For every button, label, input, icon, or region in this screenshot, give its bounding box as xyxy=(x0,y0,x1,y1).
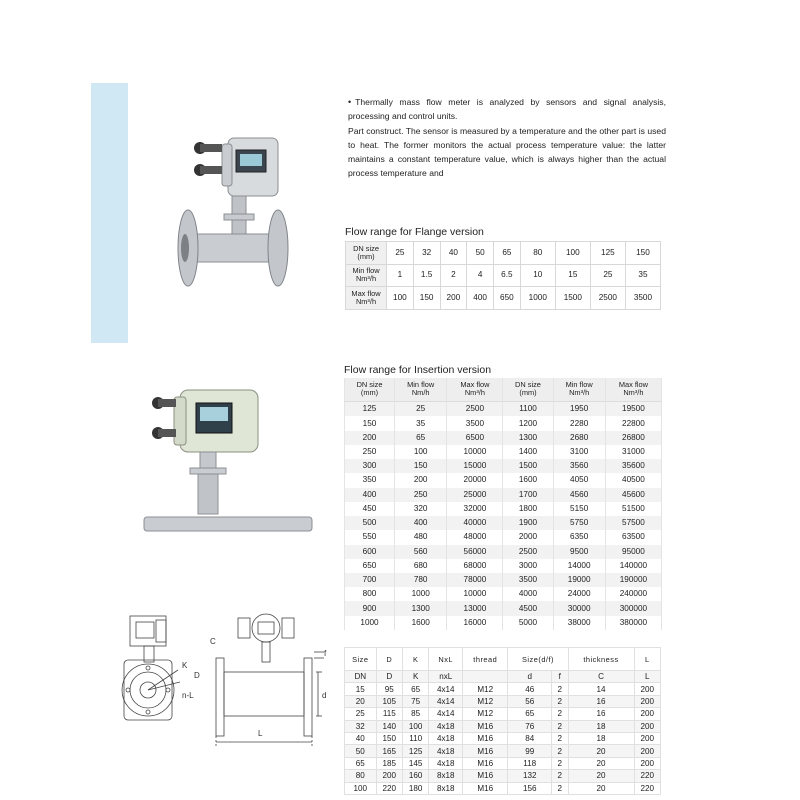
column-subheader: d xyxy=(508,671,551,683)
table-cell: 16 xyxy=(568,708,634,720)
table-cell: 2500 xyxy=(503,545,553,559)
table-cell: 25 xyxy=(387,242,414,265)
table-cell: 110 xyxy=(402,732,428,744)
table-cell: 10 xyxy=(520,264,555,287)
table-cell: 20 xyxy=(568,782,634,794)
table-cell: 22800 xyxy=(605,416,661,430)
table-cell: 680 xyxy=(395,559,447,573)
table-cell: 16000 xyxy=(447,616,503,630)
column-header: L xyxy=(634,648,660,671)
table-row xyxy=(345,416,662,430)
table-cell: 56000 xyxy=(447,545,503,559)
table-cell: 1500 xyxy=(503,459,553,473)
column-subheader: C xyxy=(568,671,634,683)
table-cell: 400 xyxy=(395,516,447,530)
table-cell: 1200 xyxy=(503,416,553,430)
table-cell: 4x14 xyxy=(429,695,463,707)
table-cell: 9500 xyxy=(553,545,605,559)
table-cell: 200 xyxy=(634,745,660,757)
table-cell: 6.5 xyxy=(494,264,521,287)
column-header: Max flow Nm³/h xyxy=(605,378,661,401)
table-cell: 200 xyxy=(634,720,660,732)
column-subheader: K xyxy=(402,671,428,683)
table-cell: 125 xyxy=(590,242,625,265)
table-cell: 350 xyxy=(345,473,395,487)
table-cell: 95000 xyxy=(605,545,661,559)
table-cell: 80 xyxy=(520,242,555,265)
table-cell: 4560 xyxy=(553,488,605,502)
table-cell: 220 xyxy=(634,770,660,782)
table-cell: 18 xyxy=(568,720,634,732)
table-cell: 2 xyxy=(551,732,568,744)
table-cell: 65 xyxy=(402,683,428,695)
table-cell: 32 xyxy=(345,720,377,732)
table-cell: 300000 xyxy=(605,601,661,615)
table-cell: 63500 xyxy=(605,530,661,544)
table-cell: 1600 xyxy=(395,616,447,630)
column-header: DN size (mm) xyxy=(503,378,553,401)
table-cell: 4x18 xyxy=(429,745,463,757)
table-cell: 200 xyxy=(376,770,402,782)
table-cell: 65 xyxy=(395,431,447,445)
column-header: Size xyxy=(345,648,377,671)
table-cell: 3500 xyxy=(447,416,503,430)
table-cell: 4x14 xyxy=(429,708,463,720)
table-cell: 45600 xyxy=(605,488,661,502)
table-cell: 200 xyxy=(634,695,660,707)
table-cell: 2 xyxy=(551,695,568,707)
table-cell: 1600 xyxy=(503,473,553,487)
table-cell: 400 xyxy=(467,287,494,310)
table-row xyxy=(345,695,661,707)
table-cell: 20 xyxy=(568,757,634,769)
table-cell: 1500 xyxy=(555,287,590,310)
table-cell: 250 xyxy=(345,445,395,459)
table-cell: 40500 xyxy=(605,473,661,487)
table-cell: 75 xyxy=(402,695,428,707)
table-cell: 1950 xyxy=(553,401,605,416)
table-cell: 38000 xyxy=(553,616,605,630)
column-header: Max flow Nm³/h xyxy=(447,378,503,401)
table-cell: 24000 xyxy=(553,587,605,601)
table-cell: 160 xyxy=(402,770,428,782)
table-cell: 220 xyxy=(634,782,660,794)
side-accent-strip xyxy=(91,83,128,343)
table-cell: 200 xyxy=(634,683,660,695)
table-cell: 1400 xyxy=(503,445,553,459)
table-cell: 100 xyxy=(345,782,377,794)
table-cell: 105 xyxy=(376,695,402,707)
table-cell: 650 xyxy=(345,559,395,573)
row-header: Max flow Nm³/h xyxy=(346,287,387,310)
table-cell: 220 xyxy=(376,782,402,794)
table-cell: 450 xyxy=(345,502,395,516)
table-row xyxy=(346,287,661,310)
table-row xyxy=(346,242,661,265)
table-cell: 14 xyxy=(568,683,634,695)
table-cell: 1700 xyxy=(503,488,553,502)
table-cell: 3500 xyxy=(625,287,660,310)
column-header: thread xyxy=(463,648,508,671)
flange-flow-table xyxy=(345,241,661,310)
table-cell: 2680 xyxy=(553,431,605,445)
table-cell: 1.5 xyxy=(413,264,440,287)
table-cell: 10000 xyxy=(447,587,503,601)
table-cell: 185 xyxy=(376,757,402,769)
row-header: DN size (mm) xyxy=(346,242,387,265)
table-cell: 115 xyxy=(376,708,402,720)
table-cell: 40 xyxy=(440,242,467,265)
table-cell: 800 xyxy=(345,587,395,601)
table-row xyxy=(345,488,662,502)
table-cell: 32000 xyxy=(447,502,503,516)
table-cell: 13000 xyxy=(447,601,503,615)
intro-paragraph-2: Part construct. The sensor is measured by a temperature and the other part is used to heat. The former monitors the actual process temperature value: the latter maintains a constant temperature value, which is always higher than the actual process temperature and xyxy=(348,125,666,179)
table-row xyxy=(345,401,662,416)
table-row xyxy=(345,732,661,744)
column-subheader: f xyxy=(551,671,568,683)
column-subheader: L xyxy=(634,671,660,683)
table-cell: M16 xyxy=(463,757,508,769)
column-subheader: nxL xyxy=(429,671,463,683)
table-cell: 4 xyxy=(467,264,494,287)
table-cell: 320 xyxy=(395,502,447,516)
table-cell: 30000 xyxy=(553,601,605,615)
table-header-row xyxy=(345,378,662,401)
table-cell: 156 xyxy=(508,782,551,794)
table-cell: 95 xyxy=(376,683,402,695)
table-cell: 48000 xyxy=(447,530,503,544)
label-f: f xyxy=(324,649,327,658)
table-cell: 650 xyxy=(494,287,521,310)
table-cell: 2500 xyxy=(590,287,625,310)
table-cell: 3100 xyxy=(553,445,605,459)
column-header: Min flow Nm/h xyxy=(395,378,447,401)
table-cell: 84 xyxy=(508,732,551,744)
table-row xyxy=(345,587,662,601)
table-cell: 3560 xyxy=(553,459,605,473)
table-cell: 76 xyxy=(508,720,551,732)
table-cell: 50 xyxy=(345,745,377,757)
dimension-table xyxy=(344,647,661,795)
table-cell: 200 xyxy=(634,732,660,744)
table-cell: 4x14 xyxy=(429,683,463,695)
table-cell: 2 xyxy=(551,683,568,695)
label-k: K xyxy=(182,661,188,670)
table-cell: 125 xyxy=(345,401,395,416)
table-row xyxy=(345,683,661,695)
table-cell: 15 xyxy=(555,264,590,287)
label-d-inner: d xyxy=(322,691,327,700)
table-cell: 65 xyxy=(508,708,551,720)
table-cell: 550 xyxy=(345,530,395,544)
table-cell: 900 xyxy=(345,601,395,615)
insertion-flow-table xyxy=(344,378,662,630)
table-cell: 14000 xyxy=(553,559,605,573)
label-c: C xyxy=(210,637,216,646)
table-cell: 380000 xyxy=(605,616,661,630)
table-row xyxy=(345,459,662,473)
table-cell: 46 xyxy=(508,683,551,695)
label-l: L xyxy=(258,729,263,738)
column-header: D xyxy=(376,648,402,671)
table-subheader-row xyxy=(345,671,661,683)
column-subheader: DN xyxy=(345,671,377,683)
table-cell: 65 xyxy=(345,757,377,769)
table-cell: 5000 xyxy=(503,616,553,630)
intro-text xyxy=(348,95,666,181)
table-cell: 3500 xyxy=(503,573,553,587)
table-cell: 2 xyxy=(551,745,568,757)
table-cell: 1000 xyxy=(345,616,395,630)
table-cell: 125 xyxy=(402,745,428,757)
table-row xyxy=(345,757,661,769)
table-row xyxy=(345,545,662,559)
table-cell: 35 xyxy=(625,264,660,287)
table-row xyxy=(345,530,662,544)
table-row xyxy=(345,559,662,573)
table-cell: 68000 xyxy=(447,559,503,573)
table-cell: 1000 xyxy=(520,287,555,310)
table-cell: 20 xyxy=(345,695,377,707)
table-cell: 35 xyxy=(395,416,447,430)
table-row xyxy=(345,720,661,732)
table-row xyxy=(345,782,661,794)
table-cell: 4x18 xyxy=(429,720,463,732)
dimension-drawing xyxy=(118,608,338,748)
table-cell: 6500 xyxy=(447,431,503,445)
table-cell: 200 xyxy=(345,431,395,445)
table-cell: 8x18 xyxy=(429,770,463,782)
table-cell: 85 xyxy=(402,708,428,720)
table-cell: 4x18 xyxy=(429,732,463,744)
table-cell: 200 xyxy=(634,757,660,769)
table-cell: 118 xyxy=(508,757,551,769)
table-cell: 2 xyxy=(440,264,467,287)
table-row xyxy=(345,601,662,615)
table-cell: 150 xyxy=(625,242,660,265)
table-cell: 35600 xyxy=(605,459,661,473)
table-row xyxy=(345,431,662,445)
table-row xyxy=(345,445,662,459)
table-cell: 26800 xyxy=(605,431,661,445)
table-cell: 2 xyxy=(551,708,568,720)
table-cell: 2 xyxy=(551,770,568,782)
column-header: Min flow Nm³/h xyxy=(553,378,605,401)
table-cell: 80 xyxy=(345,770,377,782)
table-cell: 51500 xyxy=(605,502,661,516)
table-cell: 165 xyxy=(376,745,402,757)
table-cell: 100 xyxy=(402,720,428,732)
table-cell: 15000 xyxy=(447,459,503,473)
table-cell: 140 xyxy=(376,720,402,732)
table-cell: 57500 xyxy=(605,516,661,530)
table-cell: 300 xyxy=(345,459,395,473)
table-cell: 2 xyxy=(551,720,568,732)
table-row xyxy=(346,264,661,287)
table-cell: 40 xyxy=(345,732,377,744)
flange-meter-photo xyxy=(170,128,300,308)
insertion-meter-photo xyxy=(140,385,315,535)
table-cell: M16 xyxy=(463,745,508,757)
table-cell: M12 xyxy=(463,695,508,707)
table-cell: M16 xyxy=(463,782,508,794)
table-cell: 480 xyxy=(395,530,447,544)
table-cell: 190000 xyxy=(605,573,661,587)
table-cell: 4500 xyxy=(503,601,553,615)
table-cell: M16 xyxy=(463,720,508,732)
flange-section-title: Flow range for Flange version xyxy=(345,226,484,238)
table-cell: 25000 xyxy=(447,488,503,502)
table-cell: 2280 xyxy=(553,416,605,430)
table-row xyxy=(345,473,662,487)
table-cell: 150 xyxy=(345,416,395,430)
bullet-icon: • xyxy=(348,97,352,107)
table-cell: 140000 xyxy=(605,559,661,573)
table-row xyxy=(345,516,662,530)
table-cell: 1100 xyxy=(503,401,553,416)
table-cell: 200 xyxy=(395,473,447,487)
table-cell: 150 xyxy=(413,287,440,310)
table-cell: 25 xyxy=(395,401,447,416)
table-cell: 780 xyxy=(395,573,447,587)
table-cell: 20 xyxy=(568,745,634,757)
table-cell: 32 xyxy=(413,242,440,265)
table-cell: 180 xyxy=(402,782,428,794)
label-nl: n-L xyxy=(182,691,194,700)
table-header-row xyxy=(345,648,661,671)
table-cell: 100 xyxy=(395,445,447,459)
table-row xyxy=(345,745,661,757)
table-cell: M12 xyxy=(463,683,508,695)
table-cell: 150 xyxy=(395,459,447,473)
table-cell: 1900 xyxy=(503,516,553,530)
table-cell: 560 xyxy=(395,545,447,559)
table-cell: 200 xyxy=(440,287,467,310)
table-cell: 8x18 xyxy=(429,782,463,794)
table-cell: 700 xyxy=(345,573,395,587)
table-cell: 16 xyxy=(568,695,634,707)
column-header: Size(d/f) xyxy=(508,648,568,671)
table-cell: 4x18 xyxy=(429,757,463,769)
column-header: DN size (mm) xyxy=(345,378,395,401)
table-cell: 200 xyxy=(634,708,660,720)
column-header: thickness xyxy=(568,648,634,671)
table-cell: 19000 xyxy=(553,573,605,587)
table-cell: 25 xyxy=(590,264,625,287)
table-cell: 1300 xyxy=(503,431,553,445)
table-cell: 1300 xyxy=(395,601,447,615)
table-cell: M12 xyxy=(463,708,508,720)
table-cell: 56 xyxy=(508,695,551,707)
table-row xyxy=(345,502,662,516)
table-cell: 250 xyxy=(395,488,447,502)
table-cell: 2 xyxy=(551,782,568,794)
table-cell: 4050 xyxy=(553,473,605,487)
table-cell: 2 xyxy=(551,757,568,769)
table-cell: 2000 xyxy=(503,530,553,544)
table-cell: 500 xyxy=(345,516,395,530)
table-cell: 6350 xyxy=(553,530,605,544)
table-cell: 1 xyxy=(387,264,414,287)
table-cell: 150 xyxy=(376,732,402,744)
table-cell: 40000 xyxy=(447,516,503,530)
table-row xyxy=(345,770,661,782)
table-cell: 100 xyxy=(555,242,590,265)
table-cell: 20000 xyxy=(447,473,503,487)
table-cell: 65 xyxy=(494,242,521,265)
table-cell: 99 xyxy=(508,745,551,757)
table-cell: 5750 xyxy=(553,516,605,530)
table-cell: 5150 xyxy=(553,502,605,516)
column-header: NxL xyxy=(429,648,463,671)
table-cell: 20 xyxy=(568,770,634,782)
table-cell: 2500 xyxy=(447,401,503,416)
table-cell: M16 xyxy=(463,770,508,782)
table-cell: 50 xyxy=(467,242,494,265)
row-header: Min flow Nm³/h xyxy=(346,264,387,287)
table-cell: 31000 xyxy=(605,445,661,459)
table-cell: 132 xyxy=(508,770,551,782)
table-cell: 100 xyxy=(387,287,414,310)
column-header: K xyxy=(402,648,428,671)
table-cell: 240000 xyxy=(605,587,661,601)
table-cell: 78000 xyxy=(447,573,503,587)
table-cell: 1800 xyxy=(503,502,553,516)
table-row xyxy=(345,708,661,720)
column-subheader xyxy=(463,671,508,683)
label-d-outer: D xyxy=(194,671,200,680)
table-row xyxy=(345,616,662,630)
table-cell: M16 xyxy=(463,732,508,744)
table-cell: 1000 xyxy=(395,587,447,601)
table-cell: 4000 xyxy=(503,587,553,601)
table-cell: 600 xyxy=(345,545,395,559)
table-cell: 19500 xyxy=(605,401,661,416)
table-cell: 400 xyxy=(345,488,395,502)
table-cell: 18 xyxy=(568,732,634,744)
table-row xyxy=(345,573,662,587)
intro-paragraph-1: Thermally mass flow meter is analyzed by sensors and signal analysis, processing and control units. xyxy=(348,97,666,122)
table-cell: 10000 xyxy=(447,445,503,459)
column-subheader: D xyxy=(376,671,402,683)
table-cell: 25 xyxy=(345,708,377,720)
table-cell: 3000 xyxy=(503,559,553,573)
table-cell: 145 xyxy=(402,757,428,769)
insertion-section-title: Flow range for Insertion version xyxy=(344,364,492,376)
table-cell: 15 xyxy=(345,683,377,695)
